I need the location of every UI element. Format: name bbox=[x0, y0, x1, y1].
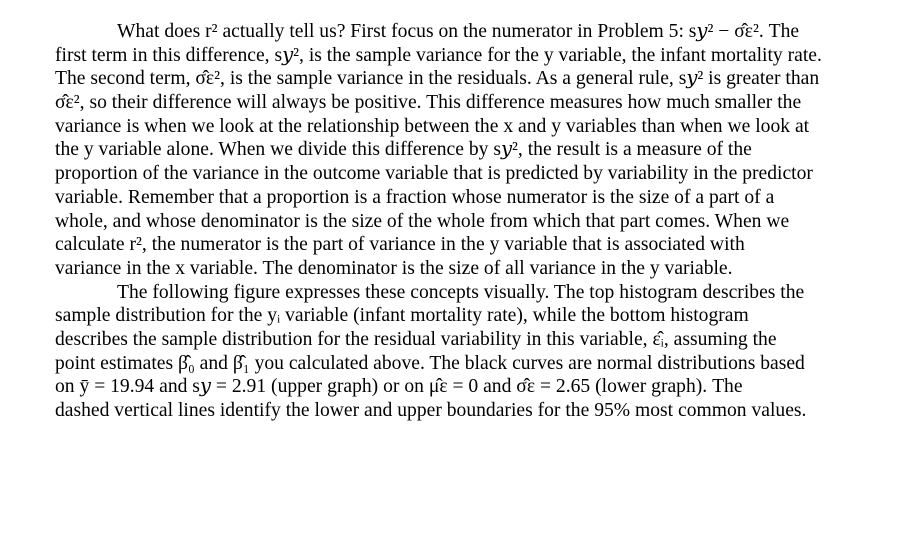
text-line: on ȳ = 19.94 and s𝑦 = 2.91 (upper graph) or on μ̂ε = 0 and σ̂ε = 2.65 (lower graph). The bbox=[55, 376, 743, 398]
text-line: the y variable alone. When we divide this difference by s𝑦², the result is a measure of the bbox=[55, 139, 752, 161]
text-line: What does r² actually tell us? First focus on the numerator in Problem 5: s𝑦² − σ̂ε². The bbox=[117, 21, 800, 42]
text-line: proportion of the variance in the outcome variable that is predicted by variability in the predictor bbox=[55, 163, 813, 185]
text-line: variance in the x variable. The denominator is the size of all variance in the y variable. bbox=[55, 257, 733, 279]
text-line: whole, and whose denominator is the size of the whole from which that part comes. When we bbox=[55, 210, 790, 232]
paragraph-figure-description bbox=[55, 281, 875, 423]
text-line: variance is when we look at the relationship between the x and y variables than when we look at bbox=[55, 115, 810, 137]
text-line: point estimates β̂₀ and β̂₁ you calculated above. The black curves are normal distributions based bbox=[55, 352, 805, 374]
text-line: dashed vertical lines identify the lower and upper boundaries for the 95% most common values. bbox=[55, 400, 807, 421]
text-line: describes the sample distribution for the residual variability in this variable, ε̂ᵢ, assuming the bbox=[55, 328, 777, 350]
paragraph-r-squared-explanation bbox=[55, 20, 875, 281]
document-body bbox=[55, 20, 875, 423]
text-line: σ̂ε², so their difference will always be positive. This difference measures how much smaller the bbox=[55, 92, 802, 114]
text-line: The following figure expresses these concepts visually. The top histogram describes the bbox=[117, 281, 805, 303]
text-line: variable. Remember that a proportion is a fraction whose numerator is the size of a part of a bbox=[55, 186, 775, 208]
text-line: sample distribution for the yᵢ variable (infant mortality rate), while the bottom histogram bbox=[55, 305, 749, 327]
text-line: calculate r², the numerator is the part of variance in the y variable that is associated with bbox=[55, 234, 745, 256]
text-line: first term in this difference, s𝑦², is the sample variance for the y variable, the infant mortality rate. bbox=[55, 44, 822, 66]
text-line: The second term, σ̂ε², is the sample variance in the residuals. As a general rule, s𝑦² is greater than bbox=[55, 68, 820, 90]
